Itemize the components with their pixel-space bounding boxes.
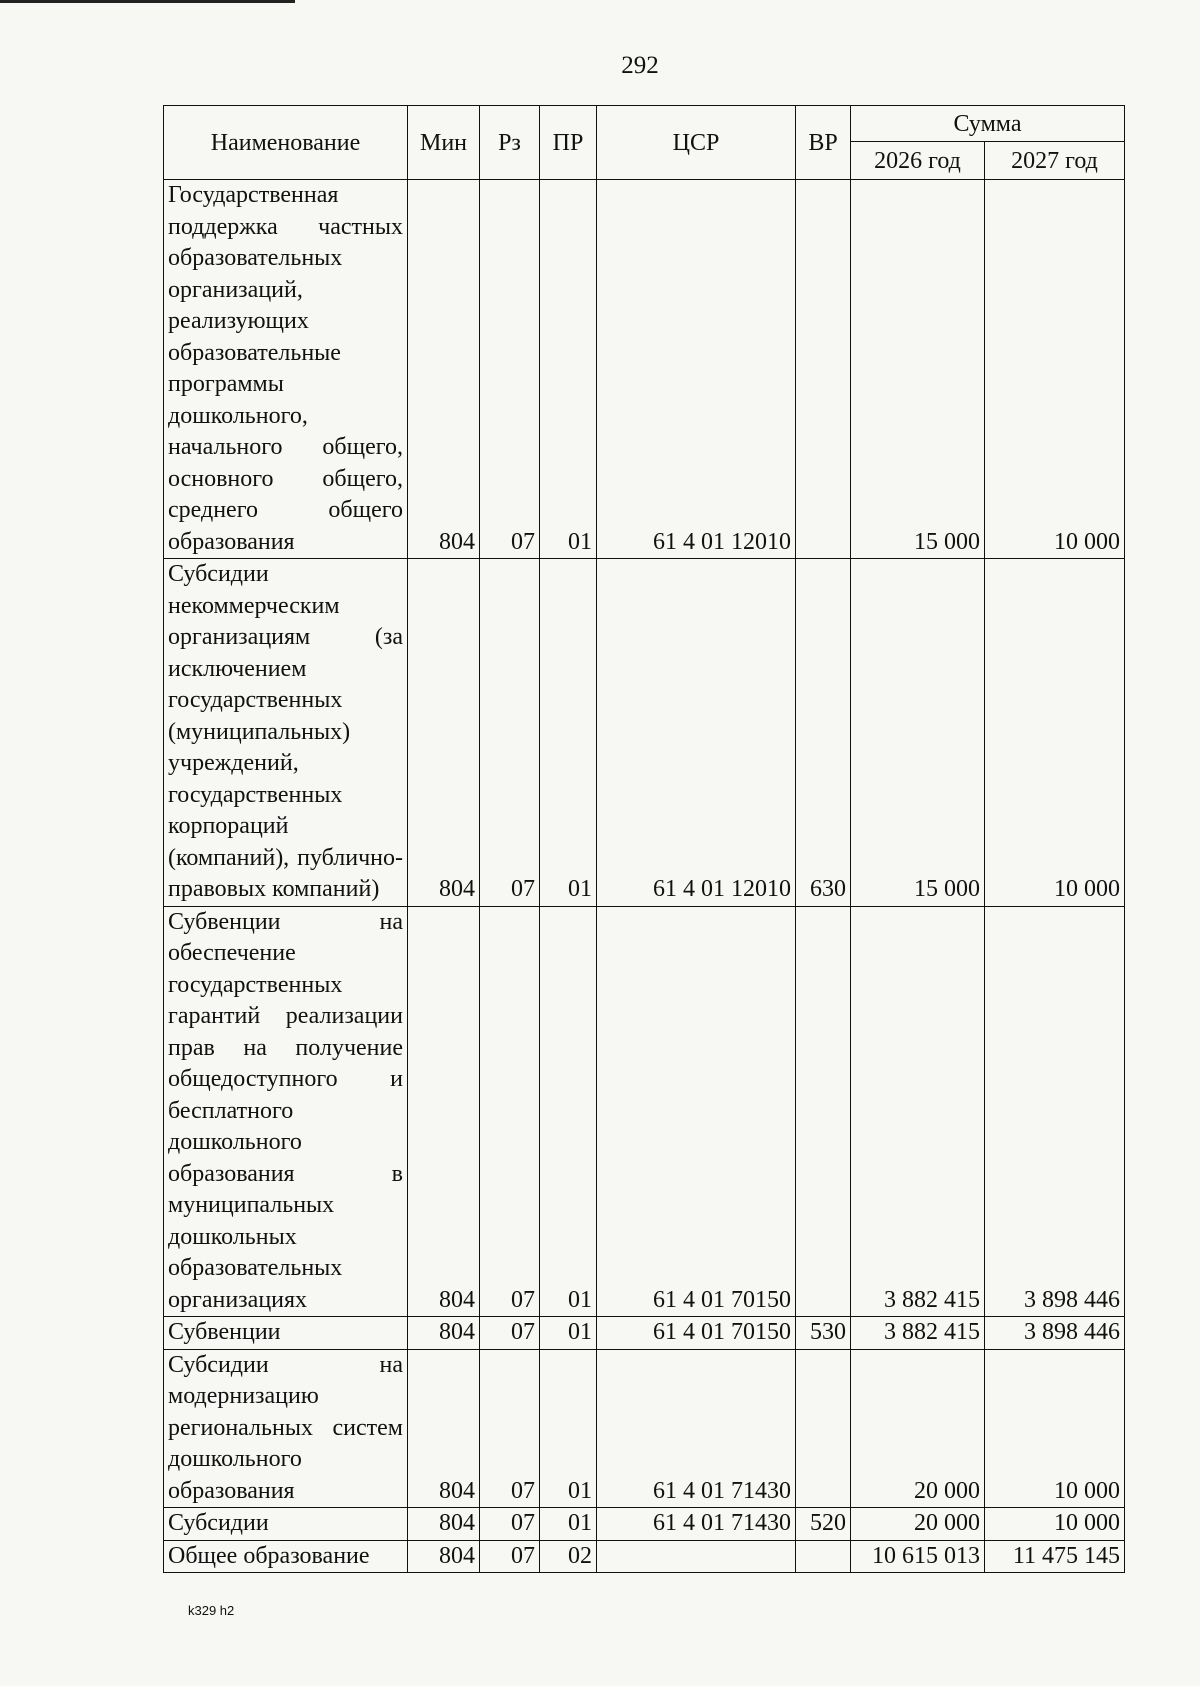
row-name: Общее образование: [164, 1540, 408, 1573]
row-min: 804: [408, 1317, 480, 1350]
row-min: 804: [408, 1508, 480, 1541]
row-pr: 01: [540, 1508, 597, 1541]
row-name: Субсидии: [164, 1508, 408, 1541]
row-rz: 07: [480, 1317, 540, 1350]
row-csr: [597, 1540, 796, 1573]
row-pr: 02: [540, 1540, 597, 1573]
row-sum-2027: 10 000: [985, 1508, 1125, 1541]
row-sum-2026: 20 000: [851, 1349, 985, 1508]
row-vr: 520: [796, 1508, 851, 1541]
row-sum-2026: 15 000: [851, 559, 985, 907]
row-rz: 07: [480, 1349, 540, 1508]
row-sum-2027: 3 898 446: [985, 906, 1125, 1317]
row-rz: 07: [480, 1540, 540, 1573]
row-vr: [796, 1540, 851, 1573]
row-rz: 07: [480, 906, 540, 1317]
row-sum-2026: 15 000: [851, 180, 985, 559]
row-csr: 61 4 01 71430: [597, 1349, 796, 1508]
row-sum-2027: 10 000: [985, 180, 1125, 559]
header-rz: Рз: [480, 106, 540, 180]
row-vr: [796, 180, 851, 559]
row-min: 804: [408, 1349, 480, 1508]
row-rz: 07: [480, 180, 540, 559]
row-min: 804: [408, 906, 480, 1317]
row-pr: 01: [540, 1349, 597, 1508]
row-vr: [796, 1349, 851, 1508]
row-vr: 630: [796, 559, 851, 907]
row-csr: 61 4 01 12010: [597, 180, 796, 559]
table-row: [164, 1349, 1125, 1508]
row-name: Субвенции на обеспечение государственных гарантий реализации прав на получение общедоступного и бесплатного дошкольного образования в муниципальных дошкольных образовательных организациях: [164, 906, 408, 1317]
header-sum: Сумма: [851, 106, 1125, 142]
row-rz: 07: [480, 559, 540, 907]
document-code: k329 h2: [188, 1603, 235, 1618]
row-pr: 01: [540, 180, 597, 559]
row-csr: 61 4 01 70150: [597, 906, 796, 1317]
table-row: [164, 1540, 1125, 1573]
row-csr: 61 4 01 70150: [597, 1317, 796, 1350]
row-sum-2026: 20 000: [851, 1508, 985, 1541]
row-name: Субвенции: [164, 1317, 408, 1350]
budget-table: [163, 105, 1125, 1573]
header-pr: ПР: [540, 106, 597, 180]
header-year-2027: 2027 год: [985, 142, 1125, 180]
row-pr: 01: [540, 906, 597, 1317]
row-vr: [796, 906, 851, 1317]
page-number: 292: [621, 52, 659, 79]
header-csr: ЦСР: [597, 106, 796, 180]
row-min: 804: [408, 559, 480, 907]
header-name: Наименование: [164, 106, 408, 180]
header-year-2026: 2026 год: [851, 142, 985, 180]
row-rz: 07: [480, 1508, 540, 1541]
row-sum-2026: 3 882 415: [851, 906, 985, 1317]
row-sum-2027: 3 898 446: [985, 1317, 1125, 1350]
row-csr: 61 4 01 12010: [597, 559, 796, 907]
row-vr: 530: [796, 1317, 851, 1350]
table-row: [164, 180, 1125, 559]
table-row: [164, 559, 1125, 907]
row-pr: 01: [540, 1317, 597, 1350]
row-min: 804: [408, 1540, 480, 1573]
row-min: 804: [408, 180, 480, 559]
row-sum-2027: 10 000: [985, 559, 1125, 907]
scan-edge-line: [0, 0, 295, 3]
row-sum-2027: 11 475 145: [985, 1540, 1125, 1573]
row-pr: 01: [540, 559, 597, 907]
row-name: Субсидии некоммерческим организациям (за исключением государственных (муниципальных) учреждений, государственных корпораций (компаний), публично-правовых компаний): [164, 559, 408, 907]
row-sum-2027: 10 000: [985, 1349, 1125, 1508]
header-min: Мин: [408, 106, 480, 180]
row-name: Субсидии на модернизацию региональных систем дошкольного образования: [164, 1349, 408, 1508]
row-csr: 61 4 01 71430: [597, 1508, 796, 1541]
table-row: [164, 906, 1125, 1317]
row-sum-2026: 3 882 415: [851, 1317, 985, 1350]
row-name: Государственная поддержка частных образовательных организаций, реализующих образовательные программы дошкольного, начального общего, основного общего, среднего общего образования: [164, 180, 408, 559]
row-sum-2026: 10 615 013: [851, 1540, 985, 1573]
table-row: [164, 1317, 1125, 1350]
header-vr: ВР: [796, 106, 851, 180]
table-row: [164, 1508, 1125, 1541]
